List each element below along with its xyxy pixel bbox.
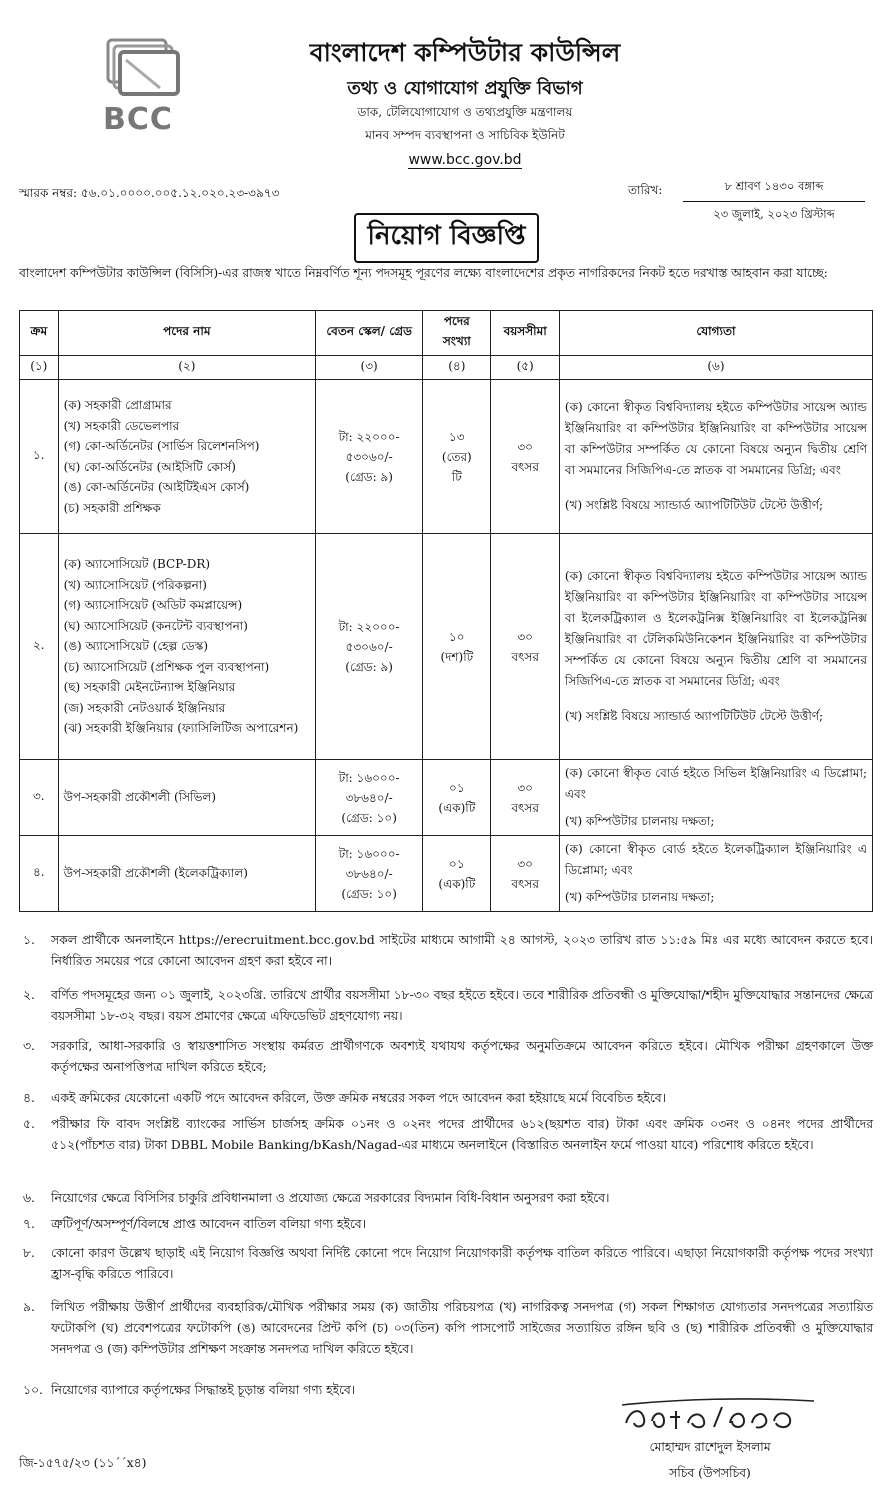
condition-number: ১. xyxy=(23,933,35,947)
count-line: (এক)টি xyxy=(438,800,476,815)
post-item: (ঘ) অ্যাসোসিয়েট (কনটেন্ট ব্যবস্থাপনা) xyxy=(63,618,248,633)
count-line: (তের) xyxy=(441,449,472,464)
reference-code: জি-১৫৭৫/২৩ (১১´´x৪) xyxy=(19,1456,147,1470)
intro-paragraph: বাংলাদেশ কম্পিউটার কাউন্সিল (বিসিসি)-এর রাজস্ব খাতে নিম্নবর্ণিত শূন্য পদসমূহ পূরণের লক্ষ্যে বাংলাদেশের প্রকৃত নাগরিকদের নিকট হতে দরখাস্ত আহবান করা যাচ্ছে: xyxy=(19,266,828,280)
date-english: ২৩ জুলাই, ২০২৩ খ্রিস্টাব্দ xyxy=(713,207,835,221)
condition-text: সকল প্রার্থীকে অনলাইনে https://erecruitment.bcc.gov.bd সাইটের মাধ্যমে আগামী ২৪ আগস্ট, ২০২৩ তারিখ রাত ১১:৫৯ মিঃ এর মধ্যে আবেদন করতে হবে। নির্ধারিত সময়ের পরে কোনো আবেদন গ্রহণ করা হইবে না। xyxy=(51,933,873,968)
row-qualification xyxy=(559,534,872,760)
row-count xyxy=(423,380,491,534)
date-bangla: ৮ শ্রাবণ ১৪৩০ বঙ্গাব্দ xyxy=(683,176,865,202)
age-line: ৩০ xyxy=(517,780,533,795)
col-number: (৩) xyxy=(316,356,423,380)
pay-line: (গ্রেড: ৯) xyxy=(345,469,393,484)
header-count: পদের সংখ্যা xyxy=(423,311,491,356)
post-item: (ঘ) কো-অর্ডিনেটর (আইসিটি কোর্স) xyxy=(63,459,236,474)
pay-line: টা: ১৬০০০- xyxy=(338,770,400,785)
condition-item xyxy=(19,1243,873,1285)
signatory-name: মোহাম্মদ রাশেদুল ইসলাম xyxy=(649,1440,771,1454)
row-qualification xyxy=(559,760,872,836)
count-line: (দশ)টি xyxy=(440,649,474,664)
condition-number: ২. xyxy=(23,988,35,1002)
count-line: ০১ xyxy=(449,780,465,795)
row-age xyxy=(491,760,559,836)
pay-line: (গ্রেড: ১০) xyxy=(341,810,397,825)
row-count xyxy=(423,836,491,912)
condition-number: ১০. xyxy=(23,1383,43,1397)
post-item: (গ) অ্যাসোসিয়েট (অডিট কমপ্লায়েন্স) xyxy=(63,598,243,613)
age-line: ৩০ xyxy=(517,856,533,871)
condition-number: ৩. xyxy=(23,1039,35,1053)
condition-item xyxy=(19,1214,873,1235)
col-number: (৪) xyxy=(423,356,491,380)
post-item: (ছ) সহকারী মেইনটেন্যান্স ইঞ্জিনিয়ার xyxy=(63,680,236,695)
age-line: বৎসর xyxy=(511,800,539,815)
condition-text: একই ক্রমিকের যেকোনো একটি পদে আবেদন করিলে, উক্ত ক্রমিক নম্বরের সকল পদে আবেদন করা হইয়াছে মর্মে বিবেচিত হইবে। xyxy=(51,1091,667,1105)
table-row xyxy=(20,534,873,760)
row-pay xyxy=(316,380,423,534)
qualification-a: (ক) কোনো স্বীকৃত বোর্ড হইতে ইলেকট্রিক্যাল ইঞ্জিনিয়ারিং এ ডিপ্লোমা; এবং xyxy=(564,842,867,877)
row-posts xyxy=(58,760,315,836)
table-header-row xyxy=(20,311,873,356)
condition-item xyxy=(19,1297,873,1360)
pay-line: (গ্রেড: ১০) xyxy=(341,886,397,901)
pay-line: টা: ১৬০০০- xyxy=(338,846,400,861)
website-text: www.bcc.gov.bd xyxy=(408,152,522,168)
table-row xyxy=(20,836,873,912)
header-age: বয়সসীমা xyxy=(491,311,559,356)
org-name: বাংলাদেশ কম্পিউটার কাউন্সিল xyxy=(309,38,621,67)
row-count xyxy=(423,534,491,760)
ministry-name: ডাক, টেলিযোগাযোগ ও তথ্যপ্রযুক্তি মন্ত্রণালয় xyxy=(357,105,573,119)
row-sl: ৩. xyxy=(20,760,59,836)
post-item: (ঙ) কো-অর্ডিনেটর (আইটিইএস কোর্স) xyxy=(63,480,250,494)
condition-item xyxy=(19,985,873,1027)
row-age xyxy=(491,534,559,760)
qualification-b: (খ) সংশ্লিষ্ট বিষয়ে স্যান্ডার্ড অ্যাপটিটিউট টেস্টে উত্তীর্ণ; xyxy=(564,498,824,512)
count-line: ০১ xyxy=(449,856,465,871)
row-posts xyxy=(58,534,315,760)
age-line: ৩০ xyxy=(517,439,533,454)
table-row xyxy=(20,380,873,534)
condition-text: কোনো কারণ উল্লেখ ছাড়াই এই নিয়োগ বিজ্ঞপ্তি অথবা নির্দিষ্ট কোনো পদে নিয়োগ নিয়োগকারী কর্তৃপক্ষ বাতিল করিতে পারিবে। এছাড়া নিয়োগকারী কর্তৃপক্ষ পদের সংখ্যা হ্রাস-বৃদ্ধি করিতে পারিবে। xyxy=(51,1246,873,1281)
col-number: (৫) xyxy=(491,356,559,380)
pay-line: ৩৮৬৪০/- xyxy=(345,790,393,805)
condition-number: ৮. xyxy=(23,1246,35,1260)
vacancy-table xyxy=(19,310,873,912)
header-pay: বেতন স্কেল/ গ্রেড xyxy=(316,311,423,356)
pay-line: টা: ২২০০০- xyxy=(338,619,400,634)
condition-item xyxy=(19,1188,873,1209)
header-sl: ক্রম xyxy=(20,311,59,356)
row-qualification xyxy=(559,380,872,534)
row-pay xyxy=(316,760,423,836)
header-qualification: যোগ্যতা xyxy=(559,311,872,356)
condition-item xyxy=(19,1114,873,1156)
condition-number: ৫. xyxy=(23,1117,35,1131)
age-line: ৩০ xyxy=(517,629,533,644)
row-qualification xyxy=(559,836,872,912)
condition-text: ত্রুটিপূর্ণ/অসম্পূর্ণ/বিলম্বে প্রাপ্ত আবেদন বাতিল বলিয়া গণ্য হইবে। xyxy=(51,1217,367,1231)
count-line: টি xyxy=(451,469,462,484)
condition-text: নিয়োগের ব্যাপারে কর্তৃপক্ষের সিদ্ধান্তই চূড়ান্ত বলিয়া গণ্য হইবে। xyxy=(51,1383,356,1397)
memo-number: স্মারক নম্বর: ৫৬.০১.০০০০.০০৫.১২.০২০.২৩-৩৯৭৩ xyxy=(19,186,280,200)
post-item: (ঙ) অ্যাসোসিয়েট (হেল্প ডেস্ক) xyxy=(63,639,209,654)
condition-number: ৬. xyxy=(23,1191,35,1205)
column-number-row xyxy=(20,356,873,380)
qualification-b: (খ) কম্পিউটার চালনায় দক্ষতা; xyxy=(564,814,715,828)
post-item: উপ-সহকারী প্রকৌশলী (ইলেকট্রিক্যাল) xyxy=(63,866,248,881)
qualification-a: (ক) কোনো স্বীকৃত বোর্ড হইতে সিভিল ইঞ্জিনিয়ারিং এ ডিপ্লোমা; এবং xyxy=(564,766,867,801)
col-number: (২) xyxy=(58,356,315,380)
logo-text: BCC xyxy=(103,102,173,137)
condition-item xyxy=(19,1088,873,1109)
post-item: (চ) সহকারী প্রশিক্ষক xyxy=(63,500,161,515)
condition-number: ৭. xyxy=(23,1217,35,1231)
post-item: (জ) সহকারী নেটওয়ার্ক ইঞ্জিনিয়ার xyxy=(63,700,226,715)
post-item: (ঝ) সহকারী ইঞ্জিনিয়ার (ফ্যাসিলিটিজ অপারেশন) xyxy=(63,721,299,736)
division-name: তথ্য ও যোগাযোগ প্রযুক্তি বিভাগ xyxy=(347,78,583,99)
count-line: ১৩ xyxy=(449,429,465,444)
signatory-designation: সচিব (উপসচিব) xyxy=(669,1466,751,1480)
col-number: (১) xyxy=(20,356,59,380)
post-item: উপ-সহকারী প্রকৌশলী (সিভিল) xyxy=(63,790,217,805)
table-row xyxy=(20,760,873,836)
row-pay xyxy=(316,534,423,760)
pay-line: টা: ২২০০০- xyxy=(338,429,400,444)
website-link[interactable] xyxy=(200,152,730,168)
row-sl: ২. xyxy=(20,534,59,760)
condition-text: নিয়োগের ক্ষেত্রে বিসিসির চাকুরি প্রবিধানমালা ও প্রযোজ্য ক্ষেত্রে সরকারের বিদ্যমান বিধি-বিধান অনুসরণ করা হইবে। xyxy=(51,1191,610,1205)
condition-text: সরকারি, আধা-সরকারি ও স্বায়ত্তশাসিত সংস্থায় কর্মরত প্রার্থীগণকে অবশ্যই যথাযথ কর্তৃপক্ষের অনুমতিক্রমে আবেদন করিতে হইবে। মৌখিক পরীক্ষা গ্রহণকালে উক্ত কর্তৃপক্ষের অনাপত্তিপত্র দাখিল করিতে হইবে; xyxy=(51,1039,873,1074)
condition-text: লিখিত পরীক্ষায় উত্তীর্ণ প্রার্থীদের ব্যবহারিক/মৌখিক পরীক্ষার সময় (ক) জাতীয় পরিচয়পত্র (খ) নাগরিকত্ব সনদপত্র (গ) সকল শিক্ষাগত যোগ্যতার সনদপত্রের সত্যায়িত ফটোকপি (ঘ) প্রবেশপত্রের ফটোকপি (ঙ) আবেদনের প্রিন্ট কপি (চ) ০৩(তিন) কপি পাসপোর্ট সাইজের সত্যায়িত রঙ্গিন ছবি ও (ছ) শারীরিক প্রতিবন্ধী ও মুক্তিযোদ্ধার সনদপত্র ও (জ) কম্পিউটার প্রশিক্ষণ সংক্রান্ত সনদপত্র দাখিল করিতে হইবে। xyxy=(51,1300,873,1356)
pay-line: ৩৮৬৪০/- xyxy=(345,866,393,881)
count-line: (এক)টি xyxy=(438,876,476,891)
post-item: (গ) কো-অর্ডিনেটর (সার্ভিস রিলেশনসিপ) xyxy=(63,439,260,453)
post-item: (খ) অ্যাসোসিয়েট (পরিকল্পনা) xyxy=(63,577,207,592)
qualification-a: (ক) কোনো স্বীকৃত বিশ্ববিদ্যালয় হইতে কম্পিউটার সায়েন্স অ্যান্ড ইঞ্জিনিয়ারিং বা কম্পিউটার ইঞ্জিনিয়ারিং বা কম্পিউটার সায়েন্স বা ইলেকট্রিক্যাল ও ইলেকট্রনিক্স ইঞ্জিনিয়ারিং বা ইলেকট্রনিক্স ইঞ্জিনিয়ারিং বা টেলিকমিউনিকেশন ইঞ্জিনিয়ারিং বা কম্পিউটার সম্পর্কিত যে কোনো বিষয়ে অন্যুন দ্বিতীয় শ্রেণি বা সমমানের সিজিপিএ-তে স্নাতক বা সমমানের ডিগ্রি; এবং xyxy=(564,569,867,688)
col-number: (৬) xyxy=(559,356,872,380)
post-item: (খ) সহকারী ডেভেলপার xyxy=(63,418,180,433)
post-item: (চ) অ্যাসোসিয়েট (প্রশিক্ষক পুল ব্যবস্থাপনা) xyxy=(63,659,270,674)
handwritten-signature-icon xyxy=(618,1393,818,1437)
qualification-a: (ক) কোনো স্বীকৃত বিশ্ববিদ্যালয় হইতে কম্পিউটার সায়েন্স অ্যান্ড ইঞ্জিনিয়ারিং বা কম্পিউটার ইঞ্জিনিয়ারিং বা কম্পিউটার সায়েন্স বা কম্পিউটার সম্পর্কিত যে কোনো বিষয়ে অন্যুন দ্বিতীয় শ্রেণি বা সমমানের সিজিপিএ-তে স্নাতক বা সমমানের ডিগ্রি; এবং xyxy=(564,400,867,477)
notice-title: নিয়োগ বিজ্ঞপ্তি xyxy=(354,213,540,263)
row-age xyxy=(491,380,559,534)
condition-item xyxy=(19,930,873,972)
pay-line: (গ্রেড: ৯) xyxy=(345,659,393,674)
pay-line: ৫৩০৬০/- xyxy=(345,639,393,654)
row-count xyxy=(423,760,491,836)
condition-text: বর্ণিত পদসমূহের জন্য ০১ জুলাই, ২০২৩খ্রি. তারিখে প্রার্থীর বয়সসীমা ১৮-৩০ বছর হইতে হইবে। তবে শারীরিক প্রতিবন্ধী ও মুক্তিযোদ্ধা/শহীদ মুক্তিযোদ্ধার সন্তানদের ক্ষেত্রে বয়সসীমা ১৮-৩২ বছর। বয়স প্রমাণের ক্ষেত্রে এফিডেভিট গ্রহণযোগ্য নয়। xyxy=(51,988,873,1023)
age-line: বৎসর xyxy=(511,649,539,664)
header-post: পদের নাম xyxy=(58,311,315,356)
condition-number: ৯. xyxy=(23,1300,35,1314)
condition-text: পরীক্ষার ফি বাবদ সংশ্লিষ্ট ব্যাংকের সার্ভিস চার্জসহ ক্রমিক ০১নং ও ০২নং পদের প্রার্থীদের ৬১২(ছয়শত বার) টাকা এবং ক্রমিক ০৩নং ও ০৪নং পদের প্রার্থীদের ৫১২(পাঁচশত বার) টাকা DBBL Mobile Banking/bKash/Nagad-এর মাধ্যমে অনলাইনে (বিস্তারিত অনলাইন ফর্মে পাওয়া যাবে) পরিশোধ করিতে হইবে। xyxy=(51,1117,873,1152)
unit-name: মানব সম্পদ ব্যবস্থাপনা ও সাচিবিক ইউনিট xyxy=(365,128,565,142)
qualification-b: (খ) সংশ্লিষ্ট বিষয়ে স্যান্ডার্ড অ্যাপটিটিউট টেস্টে উত্তীর্ণ; xyxy=(564,709,824,723)
post-item: (ক) অ্যাসোসিয়েট (BCP-DR) xyxy=(63,557,211,572)
age-line: বৎসর xyxy=(511,459,539,474)
count-line: ১০ xyxy=(449,629,465,644)
condition-item xyxy=(19,1036,873,1078)
pay-line: ৫৩০৬০/- xyxy=(345,449,393,464)
qualification-b: (খ) কম্পিউটার চালনায় দক্ষতা; xyxy=(564,890,715,904)
row-sl: ৪. xyxy=(20,836,59,912)
row-age xyxy=(491,836,559,912)
row-posts xyxy=(58,836,315,912)
condition-number: ৪. xyxy=(23,1091,35,1105)
date-label: তারিখ: xyxy=(628,183,663,197)
age-line: বৎসর xyxy=(511,876,539,891)
post-item: (ক) সহকারী প্রোগ্রামার xyxy=(63,398,172,412)
row-sl: ১. xyxy=(20,380,59,534)
row-pay xyxy=(316,836,423,912)
notice-title-wrap xyxy=(0,213,893,263)
row-posts xyxy=(58,380,315,534)
